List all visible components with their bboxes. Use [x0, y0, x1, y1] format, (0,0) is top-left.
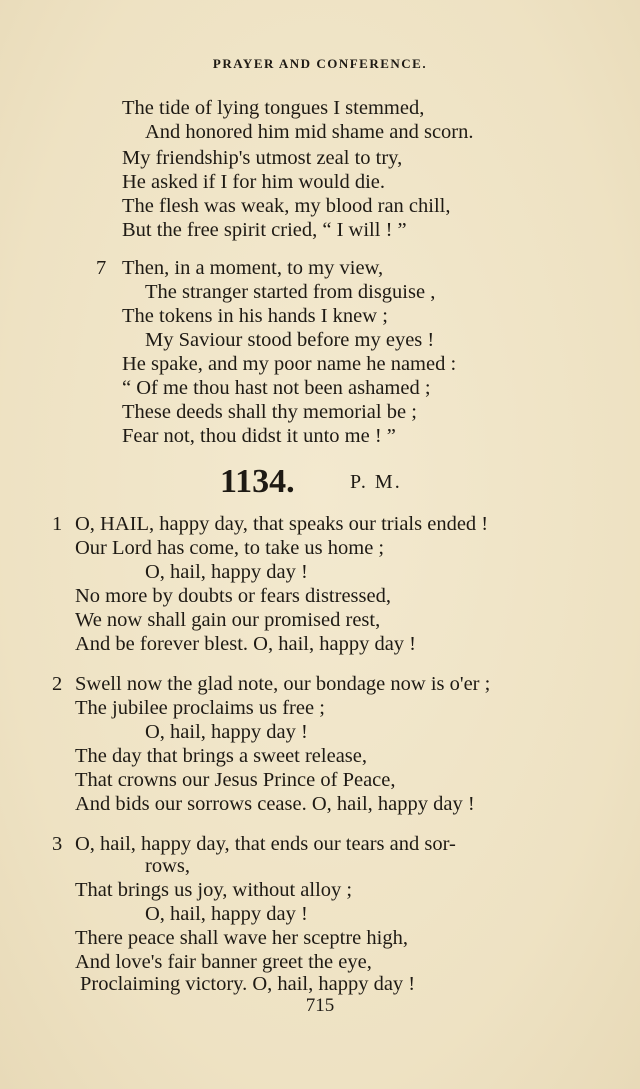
- hymn-heading: [0, 462, 640, 502]
- verse-line: These deeds shall thy memorial be ;: [122, 401, 417, 423]
- verse-line: And bids our sorrows cease. O, hail, happy day !: [75, 793, 475, 815]
- verse-line: Then, in a moment, to my view,: [122, 257, 384, 279]
- verse-line: And be forever blest. O, hail, happy day !: [75, 633, 416, 655]
- verse-line: He asked if I for him would die.: [122, 171, 386, 193]
- verse-line: That crowns our Jesus Prince of Peace,: [75, 769, 396, 791]
- verse-line: Our Lord has come, to take us home ;: [75, 537, 385, 559]
- verse-line: O, hail, happy day !: [145, 721, 308, 743]
- verse-line: My Saviour stood before my eyes !: [145, 329, 435, 351]
- verse-number: 2: [52, 673, 63, 695]
- verse-line: The tokens in his hands I knew ;: [122, 305, 388, 327]
- verse-line: Fear not, thou didst it unto me ! ”: [122, 425, 396, 447]
- verse-line: The stranger started from disguise ,: [145, 281, 436, 303]
- verse-line: rows,: [145, 855, 190, 877]
- verse-line: “ Of me thou hast not been ashamed ;: [122, 377, 431, 399]
- verse-number: 1: [52, 513, 63, 535]
- verse-line: O, hail, happy day !: [145, 561, 308, 583]
- verse-line: My friendship's utmost zeal to try,: [122, 147, 403, 169]
- verse-line: The jubilee proclaims us free ;: [75, 697, 325, 719]
- stanza-number: 7: [96, 257, 107, 279]
- verse-line: No more by doubts or fears distressed,: [75, 585, 391, 607]
- verse-line: And honored him mid shame and scorn.: [145, 121, 474, 143]
- hymn-number: 1134.: [220, 463, 295, 500]
- verse-line: The flesh was weak, my blood ran chill,: [122, 195, 451, 217]
- verse-line: There peace shall wave her sceptre high,: [75, 927, 408, 949]
- verse-line: He spake, and my poor name he named :: [122, 353, 457, 375]
- verse-line: The day that brings a sweet release,: [75, 745, 368, 767]
- hymn-meter: P. M.: [350, 471, 402, 493]
- running-header: PRAYER AND CONFERENCE.: [212, 56, 428, 71]
- page-number: 715: [305, 995, 335, 1016]
- verse-line: Swell now the glad note, our bondage now is o'er ;: [75, 673, 491, 695]
- verse-line: The tide of lying tongues I stemmed,: [122, 97, 425, 119]
- verse-number: 3: [52, 833, 63, 855]
- verse-line: We now shall gain our promised rest,: [75, 609, 381, 631]
- verse-line: O, HAIL, happy day, that speaks our trials ended !: [75, 513, 489, 535]
- verse-line: O, hail, happy day, that ends our tears and sor-: [75, 833, 456, 855]
- verse-line: Proclaiming victory. O, hail, happy day !: [80, 973, 416, 995]
- verse-line: That brings us joy, without alloy ;: [75, 879, 353, 901]
- verse-line: O, hail, happy day !: [145, 903, 308, 925]
- verse-line: And love's fair banner greet the eye,: [75, 951, 372, 973]
- verse-line: But the free spirit cried, “ I will ! ”: [122, 219, 407, 241]
